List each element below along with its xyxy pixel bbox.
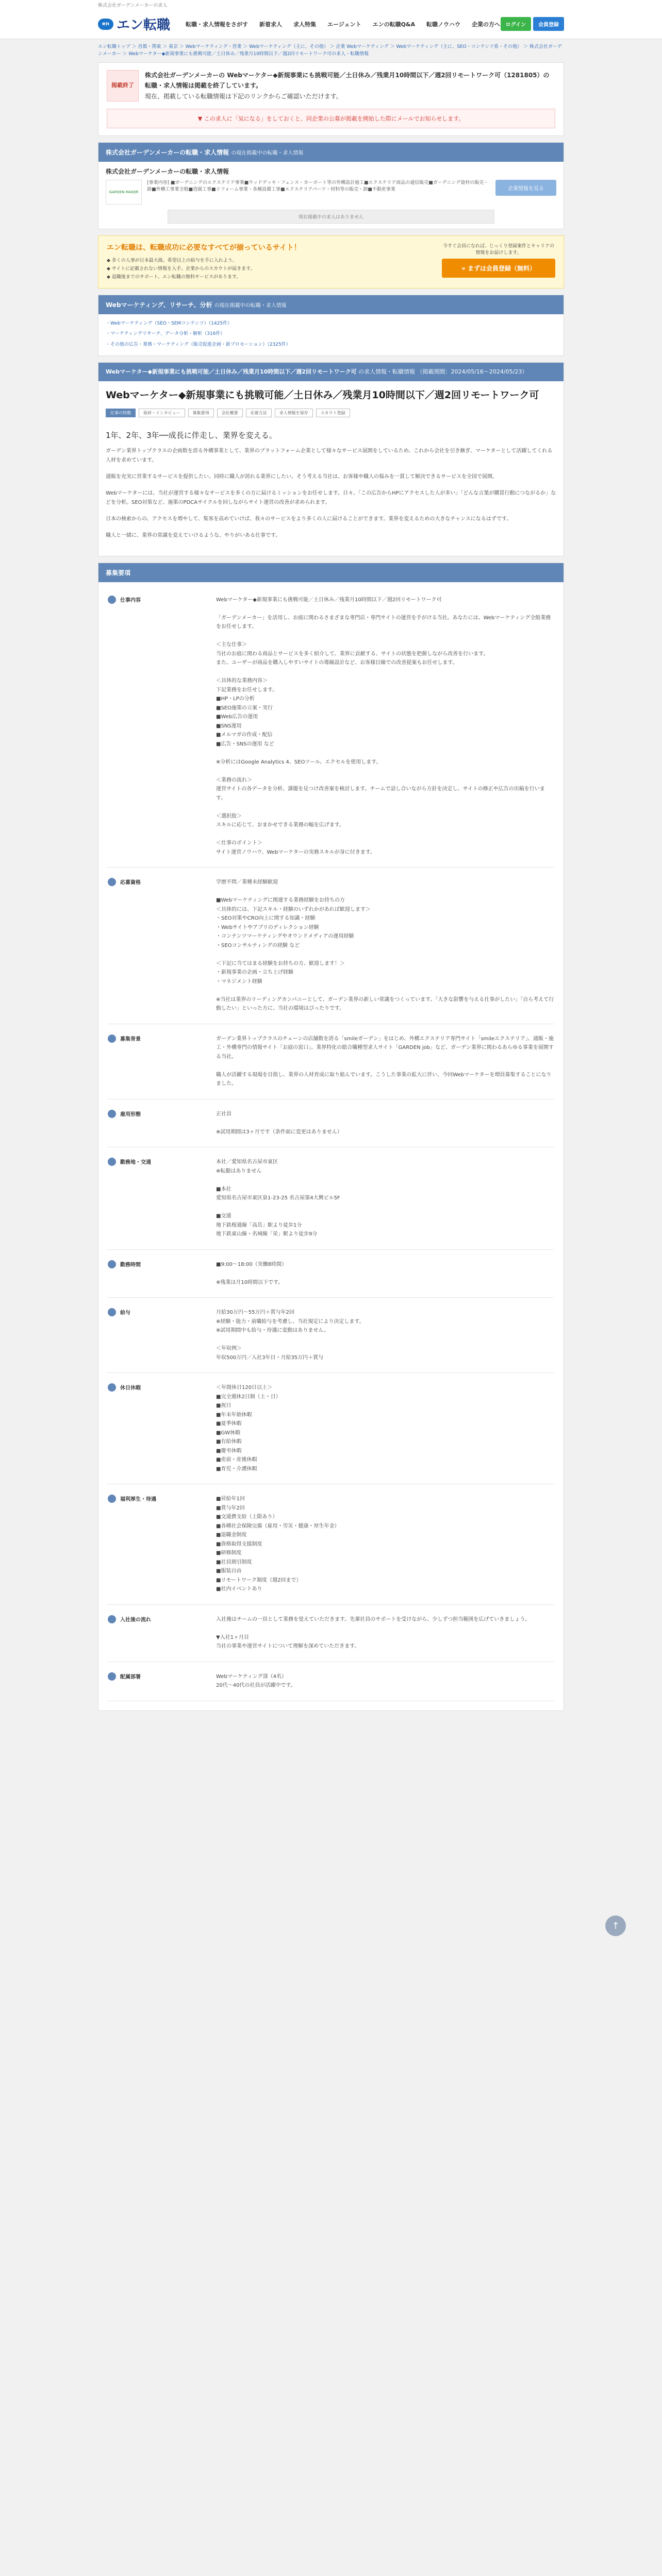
requirement-row xyxy=(108,1662,554,1701)
requirement-value: ガーデン業界トップクラスのチェーンの店舗数を誇る「smileガーデン」をはじめ、外構エクステリア専門サイト「smileエクステリア」、通販・施工・外構専門の情報サイト「お庭の窓口」、業界特化の総合職種型求人サイト「GARDEN job」など、ガーデン業界に関わるあらゆる事業を展開する当社。 職人が活躍する現場を目指し、業界の人材育成に取り組んでいます。こうした事業の拡大に伴い、今回Webマーケターを増員募集することになりました。 xyxy=(216,1036,554,1087)
nav-item-search[interactable]: 転職・求人情報をさがす xyxy=(186,21,249,28)
requirement-icon xyxy=(108,1110,116,1118)
requirement-label xyxy=(108,1158,216,1239)
requirement-value: 正社員 ※試用期間は3ヶ月です（条件面に変更はありません） xyxy=(216,1111,342,1135)
related-head: Webマーケティング、リサーチ、分析 の現在掲載中の転職・求人情報 xyxy=(98,295,564,314)
nav-item-company[interactable]: 企業の方へ xyxy=(472,21,501,28)
related-links-card xyxy=(98,295,564,356)
requirement-value: ＜年間休日120日以上＞ ■完全週休2日制（土・日） ■祝日 ■年末年始休暇 ■夏季休暇 ■GW休暇 ■有給休暇 ■慶弔休暇 ■産前・産後休暇 ■育児・介護休暇 xyxy=(216,1385,281,1472)
requirement-row xyxy=(108,1484,554,1605)
intro-paragraph: 通販を充実に営業するサービスを提供したい。同時に職人が誇れる業界にしたい。そう考える当社は、お客様や職人の悩みを一貫して解決できるサービスを全国で展開。 xyxy=(106,473,498,480)
job-card xyxy=(98,362,564,556)
promo-banner xyxy=(98,235,564,289)
requirement-row xyxy=(108,1099,554,1148)
related-link[interactable]: ・その他の広告・業務・マーケティング（販売促進企画・新プロモーション）（2325件） xyxy=(106,342,291,347)
requirement-label xyxy=(108,1615,216,1651)
requirement-label xyxy=(108,1308,216,1362)
job-title: Webマーケター◆新規事業にも挑戦可能／土日休み／残業月10時間以下／週2回リモートワーク可 xyxy=(106,389,539,401)
requirement-row xyxy=(108,1373,554,1484)
requirement-label xyxy=(108,1672,216,1690)
requirement-row xyxy=(108,1605,554,1662)
company-desc: [事業内容] ■ガーデニングのエクステリア事業■ウッドデッキ・フェンス・カーポート等の外構設計施工■エクステリア商品の通信販売■ガーデニング資材の販売・卸■外構工事業全般■造園工事■リフォーム事業・各種設備工事■エクステリアパーツ・材料等の販売・卸■不動産事業 xyxy=(147,180,489,193)
logo-text: エン転職 xyxy=(117,18,171,33)
logo-mark-icon: en xyxy=(98,19,113,30)
related-link[interactable]: ・マーケティングリサーチ、データ分析・解析（316件） xyxy=(106,331,225,337)
requirement-value: 入社後はチームの一員として業務を覚えていただきます。先輩社員のサポートを受けながら、少しずつ担当範囲を広げていきましょう。 ▼入社1ヶ月目 当社の事業や運営サイトについて理解を深めていただきます。 xyxy=(216,1616,531,1650)
follow-alert[interactable]: ▼ この求人に「気になる」をしておくと、同企業の公募が掲載を開始した際にメールでお知らせします。 xyxy=(107,109,555,128)
login-button[interactable]: ログイン xyxy=(501,17,532,31)
requirement-icon xyxy=(108,1383,116,1392)
requirement-label xyxy=(108,596,216,857)
tab-apply[interactable]: 応募方法 xyxy=(246,409,272,417)
nav-item-qa[interactable]: エンの転職Q&A xyxy=(372,21,416,28)
requirement-label-text: 募集背景 xyxy=(120,1036,141,1042)
requirement-icon xyxy=(108,1308,116,1316)
requirement-icon xyxy=(108,878,116,886)
requirement-label-text: 仕事内容 xyxy=(120,597,141,603)
company-head: 株式会社ガーデンメーカーの転職・求人情報 の現在掲載中の転職・求人情報 xyxy=(98,143,564,162)
requirement-value: ■9:00～18:00（実働8時間） ※残業は月10時間以下です。 xyxy=(216,1261,287,1285)
site-logo[interactable] xyxy=(98,14,170,33)
promo-list xyxy=(107,257,434,282)
main-container xyxy=(98,62,564,1711)
nav-item-knowhow[interactable]: 転職ノウハウ xyxy=(426,21,461,28)
requirement-icon xyxy=(108,1260,116,1268)
ended-line1: 株式会社ガーデンメーカーの Webマーケター◆新規事業にも挑戦可能／土日休み／残業月10時間以下／週2回リモートワーク可（1281805）の転職・求人情報は掲載を終了しています。 xyxy=(145,71,550,90)
requirement-label-text: 勤務時間 xyxy=(120,1262,141,1268)
ended-badge: 掲載終了 xyxy=(107,70,139,101)
company-logo: GARDEN MAKER xyxy=(106,180,142,205)
breadcrumb[interactable]: エン転職トップ ＞ 首都・関東 ＞ 東京 ＞ Webマーケティング・営業 ＞ Webマーケティング（主に、その他） ＞ 企業 Webマーケティング ＞ Webマーケティング（主に、SEO・コンテンツ系・その他） ＞ 株式会社ガーデンメーカー ＞ Webマーケター◆新規事業にも挑戦可能／土日休み／残業月10時間以下／週2回リモートワーク可の求人・転職情報 xyxy=(98,44,562,57)
nav-item-feature[interactable]: 求人特集 xyxy=(293,21,317,28)
requirement-row xyxy=(108,585,554,868)
tab-scout[interactable]: スカウト登録 xyxy=(316,409,350,417)
requirement-label-text: 福利厚生・待遇 xyxy=(120,1497,156,1503)
promo-right-text: 今すぐ会員になれば、じっくり登録案件とキャリアの情報をお届けします。 xyxy=(442,243,554,256)
requirement-icon xyxy=(108,1495,116,1503)
requirement-label xyxy=(108,878,216,1013)
requirement-row xyxy=(108,1250,554,1298)
tab-requirements[interactable]: 募集要項 xyxy=(188,409,214,417)
top-strip: 株式会社ガーデンメーカーの求人 xyxy=(0,0,662,9)
requirement-row xyxy=(108,1147,554,1250)
requirement-label-text: 雇用形態 xyxy=(120,1111,141,1117)
requirement-label-text: 休日休暇 xyxy=(120,1385,141,1392)
requirement-label xyxy=(108,1260,216,1287)
job-catch: 1年、2年、3年──成長に伴走し、業界を変える。 xyxy=(106,430,277,440)
promo-item: ◆ サイトに記載されない情報を入手。企業からのスカウトが届きます。 xyxy=(107,266,255,272)
register-button[interactable]: 会員登録 xyxy=(533,17,564,31)
promo-item: ◆ 退職後までのサポート。エン転職の無料サービスがあります。 xyxy=(107,275,241,280)
requirement-label-text: 応募資格 xyxy=(120,880,141,886)
requirement-icon xyxy=(108,1158,116,1166)
requirement-icon xyxy=(108,1035,116,1043)
company-name[interactable]: 株式会社ガーデンメーカーの転職・求人情報 xyxy=(106,167,229,175)
requirement-label xyxy=(108,1110,216,1137)
register-cta-button[interactable]: » まずは会員登録（無料） xyxy=(442,259,555,278)
company-more: 現在掲載中の求人はありません xyxy=(168,210,494,224)
ended-notice xyxy=(98,62,564,136)
tab-save[interactable]: 求人情報を保存 xyxy=(275,409,313,417)
requirement-label xyxy=(108,1035,216,1089)
requirement-icon xyxy=(108,1672,116,1681)
requirement-label-text: 勤務地・交通 xyxy=(120,1160,151,1166)
requirement-value: 学歴不問／業種未経験歓迎 ■Webマーケティングに関連する業務経験をお持ちの方 ＜具体的には、下記スキル・経験のいずれかがあれば歓迎します＞ ・SEO対策やCRO向上に関する知識・経験 ・Webサイトやアプリのディレクション経験 ・コンテンツマーケティングやオウンドメディアの運用経験 ・SEOコンサルティングの経験 など ＜下記に当てはまる経験をお持ちの方、歓迎します！＞ ・新規事業の企画・立ち上げ経験 ・マネジメント経験 ※当社は業界のリーディングカンパニーとして、ガーデン業界の新しい常識をつくっています。「大きな影響を与える仕事がしたい」「自ら考えて行動したい」といった方に、当社の環境はぴったりです。 xyxy=(216,879,554,1012)
nav-item-agent[interactable]: エージェント xyxy=(327,21,361,28)
tab-interview[interactable]: 取材・インタビュー xyxy=(139,409,185,417)
requirement-value: 月給30万円〜55万円＋賞与年2回 ※経験・能力・前職給与を考慮し、当社規定により決定します。 ※試用期間中も給与・待遇に変動はありません。 ＜年収例＞ 年収500万円／入社3年目・月給35万円＋賞与 xyxy=(216,1310,365,1361)
job-head: Webマーケター◆新規事業にも挑戦可能／土日休み／残業月10時間以下／週2回リモートワーク可 の求人情報・転職情報 （掲載期間：2024/05/16〜2024/05/23） xyxy=(98,363,564,382)
nav-item-new[interactable]: 新着求人 xyxy=(259,21,283,28)
related-link[interactable]: ・Webマーケティング（SEO・SEMコンテンツ）（1425件） xyxy=(106,320,233,326)
requirement-row xyxy=(108,1024,554,1099)
requirement-label xyxy=(108,1495,216,1594)
job-tabs xyxy=(98,406,564,423)
requirements-table xyxy=(98,582,564,1710)
global-nav xyxy=(186,20,500,28)
tab-features[interactable]: 仕事の特徴 xyxy=(106,409,136,417)
header-buttons xyxy=(501,17,565,31)
requirement-value: Webマーケター◆新規事業にも挑戦可能／土日休み／残業月10時間以下／週2回リモートワーク可 「ガーデンメーカー」を活用し、お庭に関わるさまざまな専門店・専門サイトの運営を手がける当社。あなたには、Webマーケティング全般業務をお任せします。 ＜主な仕事＞ 当社のお庭に関わる商品とサービスを多く紹介して、業界に貢献する、サイトの状態を把握しながら改善を行います。 また、ユーザーが商品を購入しやすいサイトの導線設計など、お客様目線での改善提案もお任せします。 ＜具体的な業務内容＞ 下記業務をお任せします。 ■HP・LPの分析 ■SEO施策の立案・実行 ■Web広告の運用 ■SNS運用 ■メルマガの作成・配信 ■広告・SNSの運用 など ※分析にはGoogle Analytics 4、SEOツール、エクセルを使用します。 ＜業務の流れ＞ 運営サイトの各データを分析、課題を見つけ改善案を検討します。チームで話し合いながら方針を決定し、サイトの修正や広告の出稿を行います。 ＜選択肢＞ スキルに応じて、おまかせできる業務の幅を広げます。 ＜仕事のポイント＞ サイト運営ノウハウ、Webマーケターの実務スキルが身に付きます。 xyxy=(216,597,551,855)
company-card xyxy=(98,142,564,229)
requirement-label-text: 給与 xyxy=(120,1310,130,1316)
intro-paragraph: 日本の検索からの、アクセスを増やして、集客を高めていけば、我々のサービスをより多くの人に届けることができます。業界を変えるための大きなチャンスになるはずです。 xyxy=(106,516,512,522)
promo-title: エン転職は、転職成功に必要なすべてが揃っているサイト！ xyxy=(107,243,301,252)
ended-line2: 現在、掲載している転職情報は下記のリンクからご確認いただけます。 xyxy=(145,92,342,100)
intro-paragraph: 職人と一緒に、業界の常識を変えていけるような、やりがいある仕事です。 xyxy=(106,532,281,538)
requirement-icon xyxy=(108,1615,116,1623)
intro-paragraph: ガーデン業界トップクラスの企画数を誇る外構事業として、業界のプラットフォーム企業として様々なサービス展開をしているため、これから会社を引き継ぎ、マーケターとして活躍してくれる人材を求めています。 xyxy=(106,448,553,463)
scroll-top-button[interactable]: ↑ xyxy=(605,1916,626,1936)
requirement-value: ■昇給年1回 ■賞与年2回 ■交通費支給（上限あり） ■各種社会保険完備（雇用・労災・健康・厚生年金） ■退職金制度 ■資格取得支援制度 ■研修制度 ■社員割引制度 ■服装自由 ■リモートワーク制度（週2回まで） ■社内イベントあり xyxy=(216,1496,340,1592)
intro-paragraph: Webマーケターには、当社が運営する様々なサービスを多くの方に届けるミッションをお任せします。日々、「この広告からHPにアクセスした人が多い」「どんな言葉が購買行動につながるか」などを分析。SEO対策など、施策のPDCAサイクルを回しながらサイト運営の改善が求められます。 xyxy=(106,490,556,505)
requirement-icon xyxy=(108,596,116,604)
job-intro xyxy=(98,447,564,556)
requirements-head: 募集要項 xyxy=(98,563,564,582)
requirement-label-text: 配属部署 xyxy=(120,1674,141,1680)
site-header xyxy=(0,9,662,39)
tab-company[interactable]: 会社概要 xyxy=(217,409,243,417)
company-info-button[interactable]: 企業情報を見る xyxy=(495,180,556,196)
promo-item: ◆ 多くの人事が日本最大級。希望以上の給与を手に入れよう。 xyxy=(107,258,237,263)
requirement-row xyxy=(108,868,554,1024)
requirement-value: Webマーケティング部（4名） 20代〜40代の社員が活躍中です。 xyxy=(216,1673,296,1689)
requirements-card xyxy=(98,563,564,1711)
requirement-label-text: 入社後の流れ xyxy=(120,1617,151,1623)
requirement-value: 本社／愛知県名古屋市東区 ※転勤はありません ■本社 愛知県名古屋市東区泉1-23-25 名古屋第4大興ビル5F ■交通 地下鉄桜通線「高岳」駅より徒歩1分 地下鉄東山線・名城線「栄」駅より徒歩9分 xyxy=(216,1159,340,1238)
requirement-label xyxy=(108,1383,216,1473)
requirement-row xyxy=(108,1298,554,1373)
